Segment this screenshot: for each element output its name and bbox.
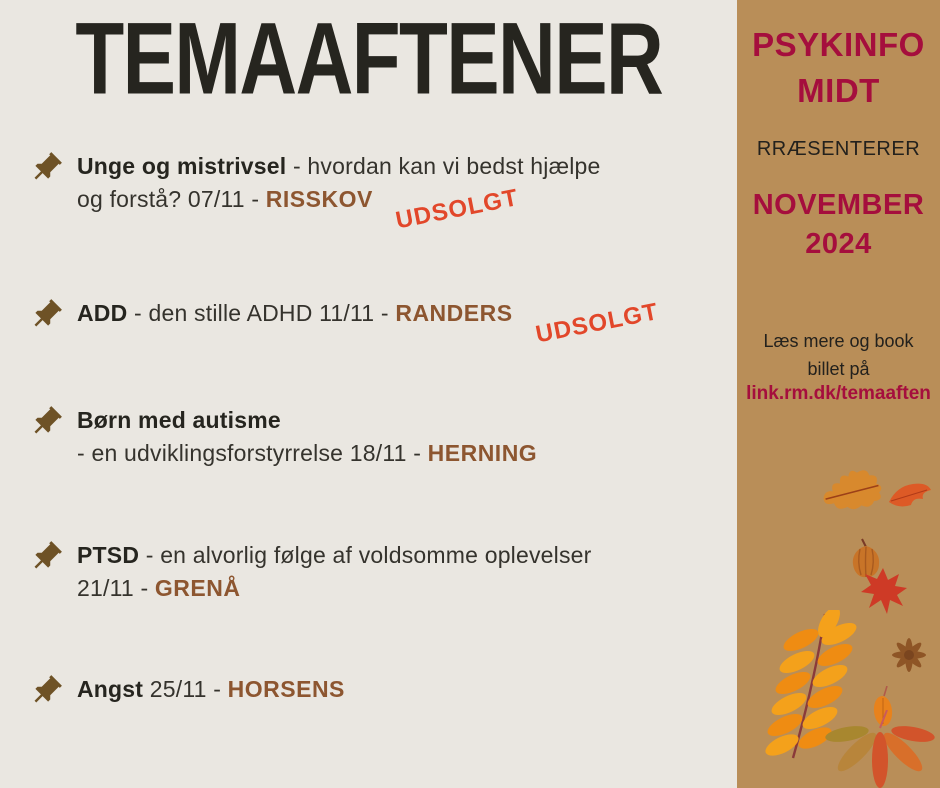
cta-line: Læs mere og book xyxy=(763,331,914,351)
soldout-badge: UDSOLGT xyxy=(533,298,661,349)
cta-line: billet på xyxy=(807,359,870,379)
brand-line: MIDT xyxy=(797,72,880,109)
event-city: HERNING xyxy=(427,440,538,466)
event-item-angst xyxy=(28,673,345,709)
page-title-text: TEMAAFTENER xyxy=(75,1,662,117)
brand-title xyxy=(737,22,940,114)
event-text xyxy=(77,404,537,470)
event-item-boern-med-autisme xyxy=(28,404,537,470)
month-line: 2024 xyxy=(805,228,872,260)
event-line: Børn med autisme xyxy=(77,407,281,433)
event-line: Unge og mistrivsel - hvordan kan vi bedst hjælpe xyxy=(77,153,601,179)
pushpin-icon xyxy=(28,539,64,575)
cta-text xyxy=(737,327,940,383)
page-title xyxy=(0,1,737,117)
pushpin-icon xyxy=(28,404,64,440)
event-item-unge-og-mistrivsel xyxy=(28,150,601,235)
month-line: NOVEMBER xyxy=(752,189,925,221)
oak-leaf-image xyxy=(819,465,891,519)
sidebar xyxy=(737,0,940,788)
event-city: GRENÅ xyxy=(154,575,241,601)
soldout-badge: UDSOLGT xyxy=(393,184,521,235)
pushpin-icon xyxy=(28,150,64,186)
event-item-ptsd xyxy=(28,539,592,605)
creeper-leaf-image xyxy=(823,710,939,788)
event-text xyxy=(77,150,601,235)
brand-line: PSYKINFO xyxy=(752,26,925,63)
event-line: ADD - den stille ADHD 11/11 - RANDERS UDSOLGT xyxy=(77,297,657,330)
event-line: - en udviklingsforstyrrelse 18/11 - HERNING xyxy=(77,440,538,466)
event-city: HORSENS xyxy=(227,676,345,702)
event-line: 21/11 - GRENÅ xyxy=(77,575,241,601)
maple-leaf-image xyxy=(857,566,909,616)
event-text xyxy=(77,539,592,605)
month-label xyxy=(737,186,940,264)
event-line: Angst 25/11 - HORSENS xyxy=(77,676,345,702)
event-text xyxy=(77,297,661,349)
booking-link: link.rm.dk/temaaften xyxy=(746,383,931,404)
event-line: PTSD - en alvorlig følge af voldsomme oplevelser xyxy=(77,542,592,568)
red-leaf-image xyxy=(887,482,933,512)
star-anise-image xyxy=(887,636,931,674)
event-line: og forstå? 07/11 - RISSKOV UDSOLGT xyxy=(77,183,601,216)
presents-label: RRÆSENTERER xyxy=(756,138,921,160)
pushpin-icon xyxy=(28,297,64,333)
event-city: RANDERS xyxy=(395,300,513,326)
pushpin-icon xyxy=(28,673,64,709)
event-text xyxy=(77,673,345,709)
event-item-add xyxy=(28,297,661,349)
event-city: RISSKOV xyxy=(265,186,373,212)
